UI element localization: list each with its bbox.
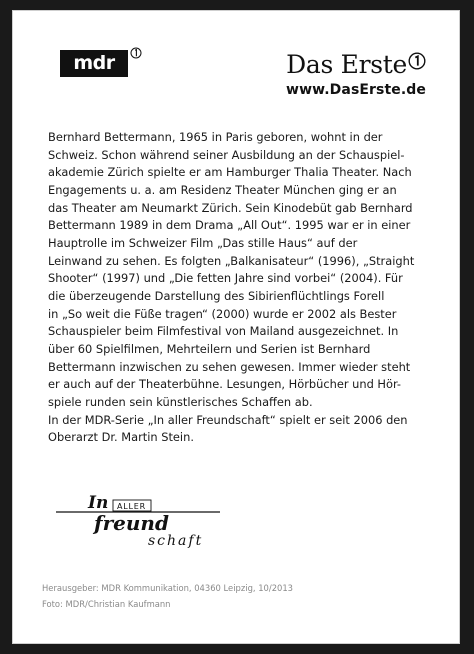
das-erste-wordmark: Das Erste xyxy=(286,50,407,79)
bio-line: Bettermann inzwischen zu sehen gewesen. Immer wieder steht xyxy=(48,359,411,374)
bio-line: Bernhard Bettermann, 1965 in Paris geboren, wohnt in der xyxy=(48,130,383,144)
logo-aller-text: ALLER xyxy=(117,502,146,511)
autograph-card xyxy=(12,10,460,644)
das-erste-logo xyxy=(286,50,426,80)
registered-circle-icon xyxy=(130,47,142,59)
bio-line: Oberarzt Dr. Martin Stein. xyxy=(48,430,194,445)
bio-line: Bettermann 1989 in dem Drama „All Out“. 1995 war er in einer xyxy=(48,218,411,233)
bio-line: Leinwand zu sehen. Es folgten „Balkanisateur“ (1996), „Straight xyxy=(48,253,415,268)
bio-line: das Theater am Neumarkt Zürich. Sein Kinodebüt gab Bernhard xyxy=(48,200,413,215)
bio-line: Hauptrolle im Schweizer Film „Das stille Haus“ auf der xyxy=(48,235,358,250)
bio-line: er auch auf der Theaterbühne. Lesungen, Hörbücher und Hör- xyxy=(48,377,402,392)
das-erste-logo-block xyxy=(286,50,426,98)
bio-line: spiele runden sein künstlerisches Schaffen ab. xyxy=(48,394,313,409)
bio-line: akademie Zürich spielte er am Hamburger Thalia Theater. Nach xyxy=(48,165,412,180)
das-erste-url: www.DasErste.de xyxy=(286,82,426,98)
logo-schaft-text: schaft xyxy=(148,533,204,549)
ard-one-icon xyxy=(408,52,426,70)
bio-line: Schweiz. Schon während seiner Ausbildung an der Schauspiel- xyxy=(48,147,405,162)
in-aller-freundschaft-logo xyxy=(52,490,222,552)
logo-freund-text: freund xyxy=(94,511,169,535)
bio-line: Shooter“ (1997) und „Die fetten Jahre sind vorbei“ (2004). Für xyxy=(48,271,403,286)
biography-text xyxy=(48,129,432,447)
publisher-line: Herausgeber: MDR Kommunikation, 04360 Leipzig, 10/2013 xyxy=(42,583,294,593)
photo-credit-line: Foto: MDR/Christian Kaufmann xyxy=(42,599,171,609)
logo-in-text: In xyxy=(88,493,109,513)
imprint-footer xyxy=(42,580,293,612)
bio-line: Schauspieler beim Filmfestival von Mailand ausgezeichnet. In xyxy=(48,324,399,339)
bio-line: in „So weit die Füße tragen“ (2000) wurde er 2002 als Bester xyxy=(48,306,397,321)
mdr-logo: mdr xyxy=(60,50,128,77)
bio-line: Engagements u. a. am Residenz Theater München ging er an xyxy=(48,182,397,197)
bio-line: über 60 Spielfilmen, Mehrteilern und Serien ist Bernhard xyxy=(48,341,371,356)
bio-line: In der MDR-Serie „In aller Freundschaft“ spielt er seit 2006 den xyxy=(48,412,408,427)
bio-line: die überzeugende Darstellung des Sibirienflüchtlings Forell xyxy=(48,288,385,303)
